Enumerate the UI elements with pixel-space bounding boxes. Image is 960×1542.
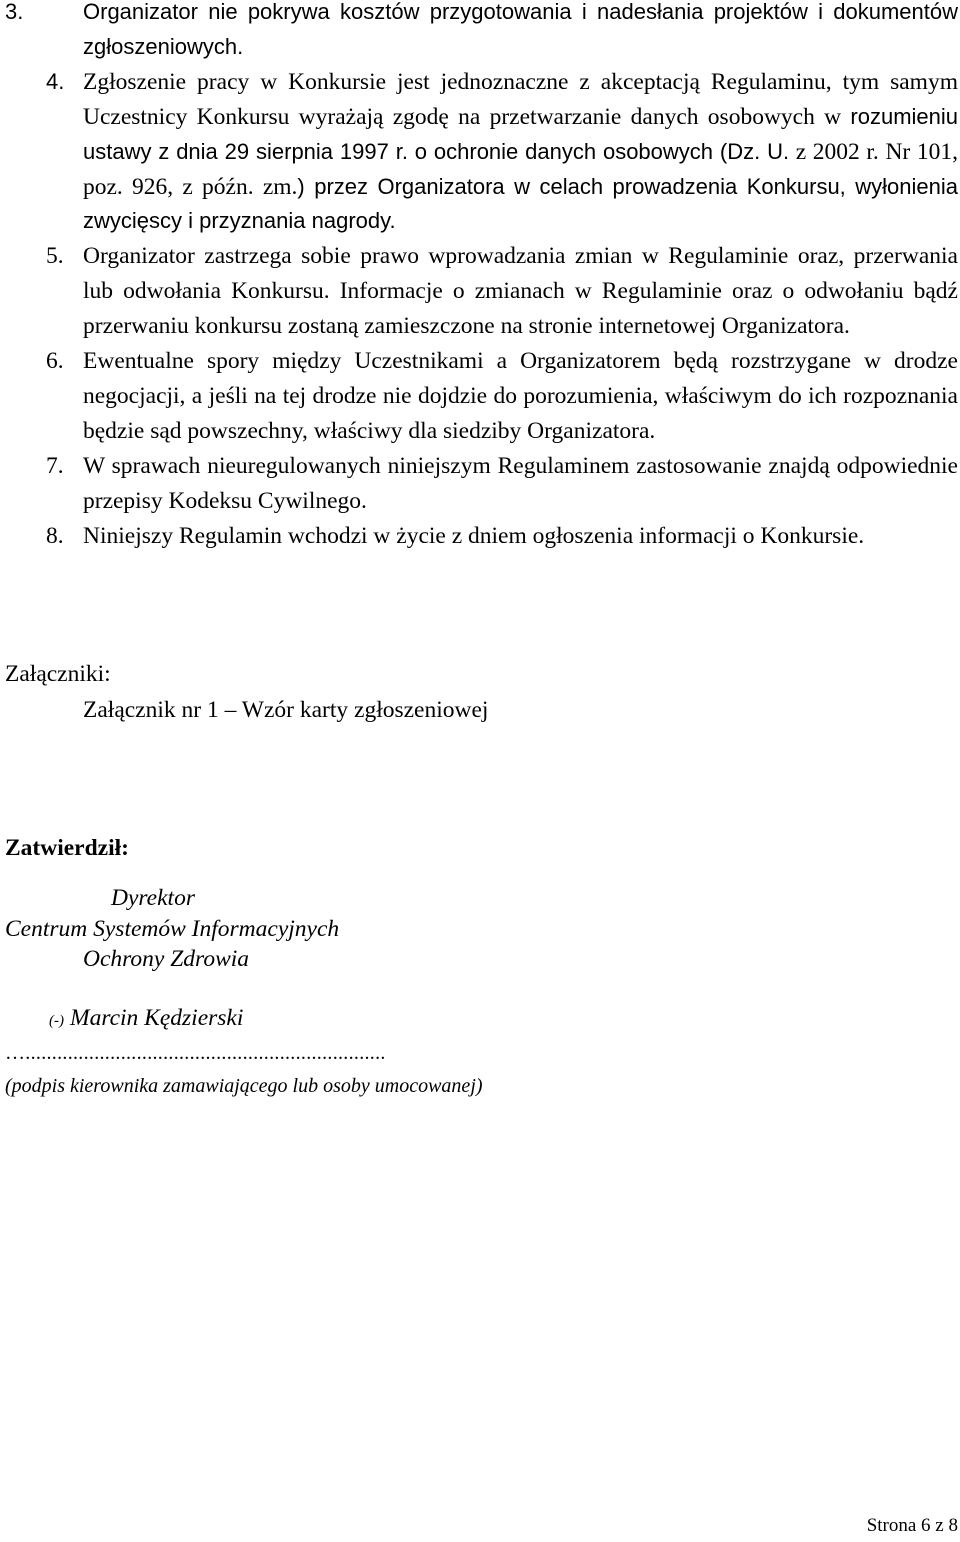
item-text-part: Informacje o zmianach w Regulaminie oraz o odwołaniu bądź przerwaniu konkursu zostaną zamieszczone na stronie internetowej Organizatora.: [83, 278, 958, 340]
item-number-text: 3.: [5, 0, 24, 24]
approval-heading: Zatwierdził:: [5, 835, 129, 861]
approver-role: Dyrektor: [111, 885, 195, 911]
signer-prefix: (-): [49, 1013, 64, 1029]
signature-caption: (podpis kierownika zamawiającego lub osoby umocowanej): [5, 1075, 483, 1097]
page-number: Strona 6 z 8: [866, 1515, 958, 1536]
item-text-part: ) przez Organizatora w celach prowadzenia Konkursu, wyłonienia zwycięscy i przyznania nagrody.: [83, 173, 958, 234]
item-number-text: 7.: [46, 452, 64, 479]
signer-name: Marcin Kędzierski: [70, 1005, 244, 1031]
item-text-part: Zgłoszenie pracy w Konkursie jest jednoznaczne z akceptacją Regulaminu, tym samym Uczestnicy Konkursu wyrażają zgodę na przetwarzanie danych osobowych w: [83, 68, 958, 130]
signature-line: …....................................................................: [5, 1042, 386, 1064]
regulations-list: [0, 0, 958, 554]
item-text-part: W sprawach nieuregulowanych niniejszym Regulaminem zastosowanie znajdą odpowiednie przepisy Kodeksu Cywilnego.: [83, 452, 958, 514]
approver-organization: Centrum Systemów Informacyjnych: [5, 915, 340, 942]
list-item: [0, 519, 958, 554]
approver-organization-line2: Ochrony Zdrowia: [83, 946, 250, 972]
item-number-text: 5.: [46, 243, 64, 270]
list-item: [0, 344, 958, 449]
item-text-part: Ewentualne spory między Uczestnikami a Organizatorem będą rozstrzygane w drodze negocjacji, a jeśli na tej drodze nie dojdzie do porozumienia, właściwym do ich rozpoznania będzie sąd powszechny, właściwy dla siedziby Organizatora.: [83, 348, 958, 444]
approver-title-block: [5, 883, 339, 975]
item-text: [83, 344, 958, 449]
item-text: [83, 65, 958, 240]
item-text: [83, 519, 958, 554]
list-item: [0, 239, 958, 344]
list-item: [0, 449, 958, 519]
item-text-part: z 2002 r. Nr 101, poz. 926, z późn. zm.: [83, 138, 958, 200]
item-text-part: Organizator zastrzega sobie prawo wprowadzania zmian w Regulaminie oraz, przerwania lub odwołania Konkursu.: [83, 243, 958, 305]
signer: [49, 1005, 243, 1032]
item-text-part: Organizator nie pokrywa kosztów przygotowania i nadesłania projektów i dokumentów zgłoszeniowych.: [83, 0, 958, 59]
attachment-item: Załącznik nr 1 – Wzór karty zgłoszeniowej: [83, 697, 489, 723]
item-number-text: 6.: [46, 348, 64, 375]
item-text-part: Niniejszy Regulamin wchodzi w życie z dniem ogłoszenia informacji o Konkursie.: [83, 522, 865, 549]
item-text: [83, 449, 958, 519]
item-text: [83, 0, 958, 65]
list-item: [0, 65, 958, 240]
item-text: [83, 239, 958, 344]
item-number-text: 4.: [46, 68, 65, 94]
item-text-part: rozumieniu ustawy z dnia 29 sierpnia 1997 r. o ochronie danych osobowych (Dz. U.: [83, 103, 958, 164]
item-number-text: 8.: [46, 522, 64, 549]
list-item: [0, 0, 958, 65]
attachments-label: Załączniki:: [5, 661, 111, 687]
